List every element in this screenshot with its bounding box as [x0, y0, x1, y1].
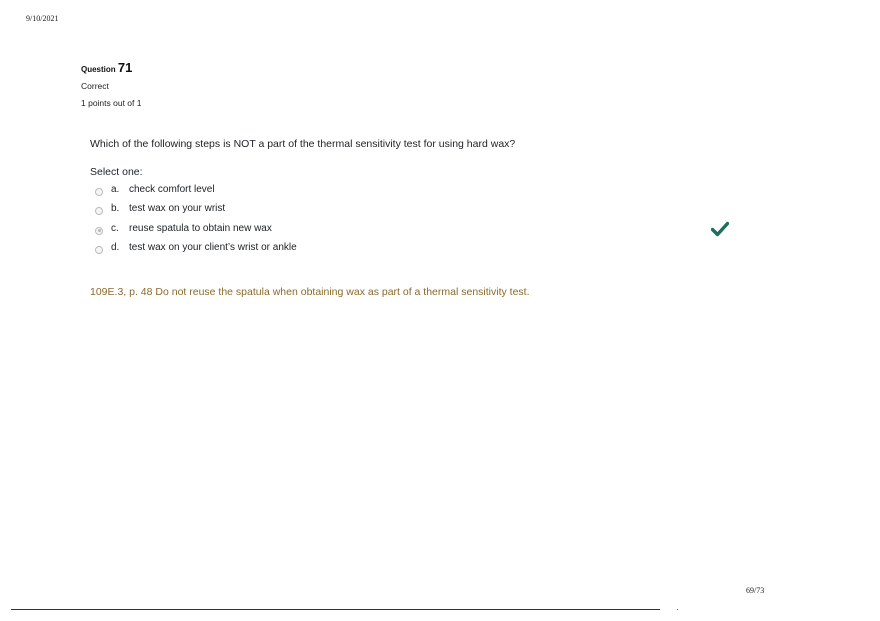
answer-letter: c.: [111, 222, 119, 234]
answer-text: test wax on your wrist: [129, 203, 226, 215]
answer-prompt: Select one:: [90, 166, 143, 178]
footer-divider: [11, 609, 660, 610]
question-number: 71: [117, 60, 133, 75]
answer-option-c[interactable]: [95, 219, 297, 238]
question-grade: 1 points out of 1: [81, 98, 142, 108]
radio-a[interactable]: [95, 188, 103, 196]
question-number-line: [81, 60, 142, 78]
answer-option-b[interactable]: [95, 199, 297, 218]
check-icon: [711, 221, 729, 237]
question-info: [81, 60, 142, 108]
page-number: 69/73: [746, 586, 765, 595]
answer-letter: d.: [111, 242, 120, 254]
general-feedback: 109E.3, p. 48 Do not reuse the spatula when obtaining wax as part of a thermal sensitivity test.: [90, 286, 530, 298]
radio-c[interactable]: [95, 227, 103, 235]
answer-option-d[interactable]: [95, 238, 297, 257]
question-label: Question: [81, 65, 116, 74]
answer-text: reuse spatula to obtain new wax: [129, 222, 272, 234]
answer-letter: b.: [111, 203, 120, 215]
answer-letter: a.: [111, 184, 120, 196]
question-text: Which of the following steps is NOT a part of the thermal sensitivity test for using hard wax?: [90, 138, 516, 150]
radio-b[interactable]: [95, 207, 103, 215]
answer-text: test wax on your client’s wrist or ankle: [129, 242, 297, 254]
footer-dot: [677, 609, 678, 610]
question-state: Correct: [81, 81, 109, 91]
answer-list: [95, 180, 297, 257]
radio-d[interactable]: [95, 246, 103, 254]
answer-text: check comfort level: [129, 184, 215, 196]
print-date: 9/10/2021: [26, 14, 59, 23]
answer-option-a[interactable]: [95, 180, 297, 199]
